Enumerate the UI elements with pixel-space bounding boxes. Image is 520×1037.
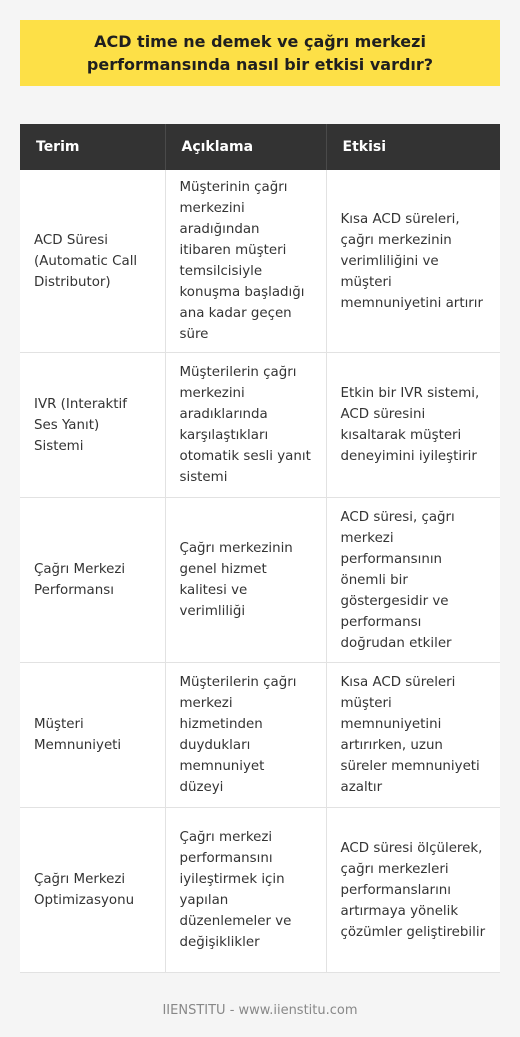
table-row <box>20 663 500 808</box>
table-header-row <box>20 124 500 170</box>
effect-cell: Kısa ACD süreleri müşteri memnuniyetini artırırken, uzun süreler memnuniyeti azaltır <box>326 663 500 808</box>
column-header-description: Açıklama <box>165 124 326 170</box>
term-cell: Çağrı Merkezi Optimizasyonu <box>20 808 165 973</box>
term-cell: ACD Süresi (Automatic Call Distributor) <box>20 170 165 353</box>
page-title <box>20 20 500 86</box>
term-cell: Çağrı Merkezi Performansı <box>20 498 165 663</box>
table-row <box>20 808 500 973</box>
description-cell: Müşterilerin çağrı merkezi hizmetinden duydukları memnuniyet düzeyi <box>165 663 326 808</box>
column-header-effect: Etkisi <box>326 124 500 170</box>
footer-text[interactable]: IIENSTITU - www.iienstitu.com <box>162 1003 358 1018</box>
effect-cell: Kısa ACD süreleri, çağrı merkezinin verimliliğini ve müşteri memnuniyetini artırır <box>326 170 500 353</box>
description-cell: Çağrı merkezi performansını iyileştirmek için yapılan düzenlemeler ve değişiklikler <box>165 808 326 973</box>
description-cell: Müşterilerin çağrı merkezini aradıklarında karşılaştıkları otomatik sesli yanıt sistemi <box>165 353 326 498</box>
page-title-text: ACD time ne demek ve çağrı merkezi performansında nasıl bir etkisi vardır? <box>86 32 434 74</box>
table-row <box>20 498 500 663</box>
term-cell: IVR (Interaktif Ses Yanıt) Sistemi <box>20 353 165 498</box>
column-header-term: Terim <box>20 124 165 170</box>
term-cell: Müşteri Memnuniyeti <box>20 663 165 808</box>
effect-cell: ACD süresi ölçülerek, çağrı merkezleri performanslarını artırmaya yönelik çözümler geliştirebilir <box>326 808 500 973</box>
description-cell: Çağrı merkezinin genel hizmet kalitesi ve verimliliği <box>165 498 326 663</box>
table-row <box>20 170 500 353</box>
terms-table <box>20 124 500 973</box>
description-cell: Müşterinin çağrı merkezini aradığından itibaren müşteri temsilcisiyle konuşma başladığı ana kadar geçen süre <box>165 170 326 353</box>
effect-cell: Etkin bir IVR sistemi, ACD süresini kısaltarak müşteri deneyimini iyileştirir <box>326 353 500 498</box>
effect-cell: ACD süresi, çağrı merkezi performansının önemli bir göstergesidir ve performansı doğrudan etkiler <box>326 498 500 663</box>
table-row <box>20 353 500 498</box>
